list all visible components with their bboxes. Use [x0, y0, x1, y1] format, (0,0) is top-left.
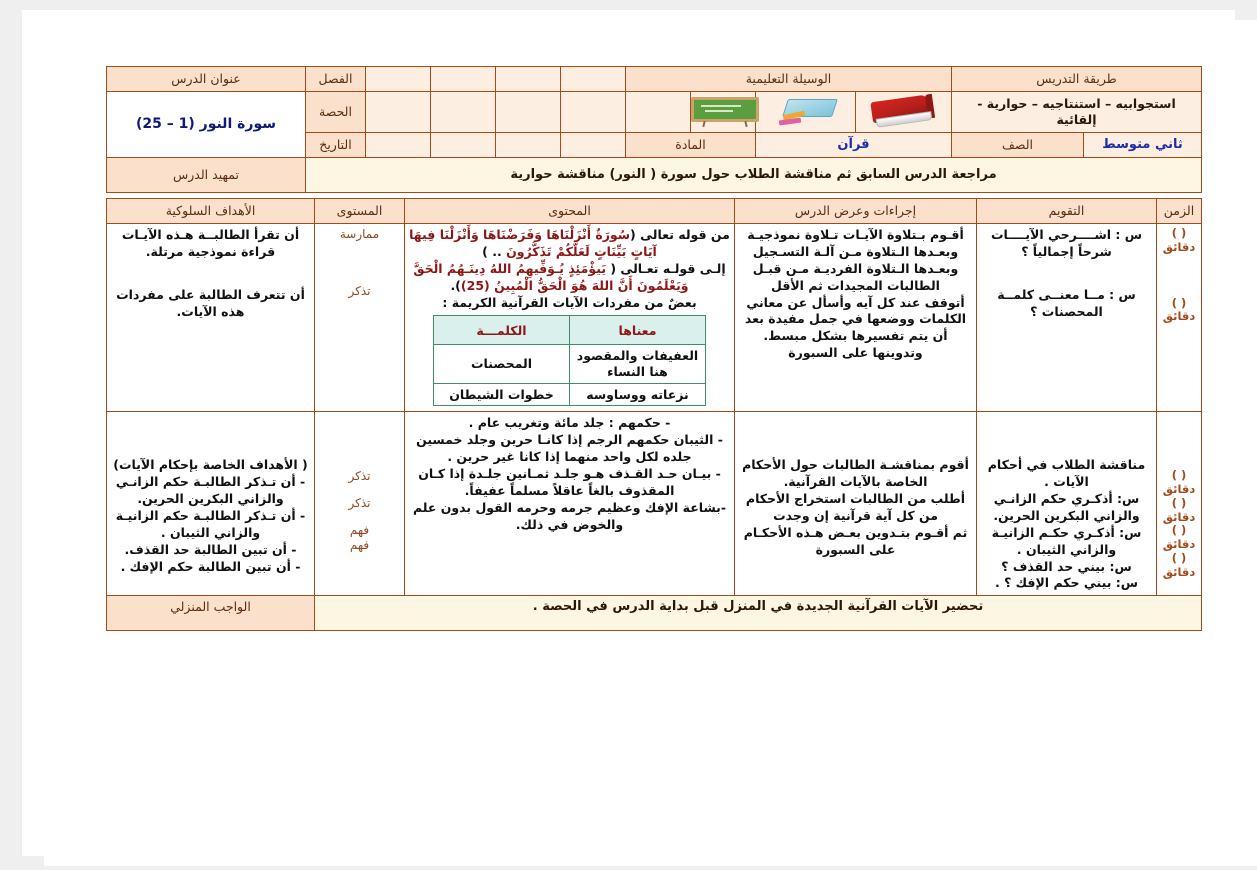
- header-row-2: [106, 92, 1201, 133]
- time2-unit-1: دقائق: [1162, 482, 1196, 497]
- time-unit-1: دقائق: [1162, 239, 1196, 254]
- header-blank-3: [430, 67, 495, 92]
- teaching-method-value: استجوابيه – استنتاجيه – حوارية - إلقائية: [951, 92, 1201, 133]
- level2-value-3: فهم: [349, 523, 370, 538]
- time-cell-row2: [1157, 412, 1202, 596]
- vocab-col-word: الكلمـــة: [434, 316, 570, 345]
- vocab-meaning-1: العفيفات والمقصود هنا النساء: [570, 345, 706, 383]
- header-blank-5: [560, 92, 625, 133]
- time2-value-4: ( ): [1171, 551, 1187, 566]
- time2-unit-3: دقائق: [1162, 537, 1196, 552]
- content2-line4: -بشاعة الإفك وعظيم جرمه وحرمه القول بدون علم والخوض في ذلك.: [412, 499, 727, 532]
- header-blank-1: [560, 67, 625, 92]
- evaluation-q2: س : مــا معنــى كلمــة المحصنات ؟: [997, 286, 1136, 319]
- header-blank-2: [495, 67, 560, 92]
- vocab-word-2: خطوات الشيطان: [434, 383, 570, 406]
- period-label: الحصة: [305, 92, 365, 133]
- teaching-aid-blank-cell: [625, 92, 690, 133]
- procedures-cell-row1: [735, 224, 977, 412]
- time2-value-3: ( ): [1171, 523, 1187, 538]
- teaching-method-label: طريقة التدريس: [951, 67, 1201, 92]
- document-sheet: [44, 20, 1257, 866]
- header-blank-8: [365, 92, 430, 133]
- level-value-1: ممارسة: [339, 227, 380, 241]
- header-row-1: [106, 67, 1201, 92]
- col-header-level: المستوى: [315, 199, 405, 224]
- teaching-aid-eraser-cell: [755, 92, 855, 133]
- lesson-title-value: سورة النور (1 – 25): [106, 92, 305, 158]
- grade-value: ثاني متوسط: [1084, 133, 1202, 158]
- evaluation-q1: س : اشــــرحي الآيــــات شرحاً إجمالياً ؟: [990, 227, 1143, 259]
- chalkboard-icon: [691, 92, 755, 132]
- objective2-4: - أن تبين الطالبة حكم الإفك .: [120, 558, 301, 574]
- homework-label: الواجب المنزلي: [107, 596, 315, 631]
- content-cell-row2: [405, 412, 735, 596]
- procedures2-p3: ثم أقـوم بتـدوين بعـض هـذه الأحكـام على السبورة: [743, 524, 968, 557]
- level2-value-1: تذكر: [348, 469, 371, 484]
- teaching-aid-board-cell: [690, 92, 755, 133]
- header-blank-10: [495, 133, 560, 158]
- content-vocab-intro: بعضٌ من مفردات الآيات القرآنية الكريمة :: [442, 294, 697, 310]
- main-header-row: [107, 199, 1202, 224]
- time-value-2: ( ): [1171, 295, 1187, 310]
- vocab-word-1: المحصنات: [434, 345, 570, 383]
- time-cell-row1: [1157, 224, 1202, 412]
- preface-text: مراجعة الدرس السابق ثم مناقشة الطلاب حول سورة ( النور) مناقشة حوارية: [305, 158, 1201, 193]
- lesson-header-table: [106, 66, 1202, 193]
- preface-label: تمهيد الدرس: [106, 158, 305, 193]
- level-cell-row2: [315, 412, 405, 596]
- col-header-content: المحتوى: [405, 199, 735, 224]
- objective2-2: - أن تـذكر الطالبـة حكم الزانيـة والزاني الثيبان .: [115, 507, 306, 540]
- content-to-line: [409, 261, 730, 295]
- vocab-meaning-2: نزعاته ووساوسه: [570, 383, 706, 406]
- procedures-p3: وتدوينها على السبورة: [788, 345, 923, 361]
- procedures2-p1: أقوم بمناقشـة الطالبات حول الأحكام الخاصة بالآيات القرآنية.: [742, 457, 969, 490]
- procedures-p1: أقـوم بـتلاوة الآيـات تـلاوة نموذجيـة وبعـدها الـتلاوة مـن آلـة التسـجيل وبعـدها الـتلاوة الفرديـة مـن قبـل الطالبات المجيدات ثم الأقل: [747, 227, 964, 293]
- vocab-header-row: [434, 316, 706, 345]
- objective2-3: - أن تبين الطالبة حد القذف.: [124, 541, 297, 557]
- header-blank-9: [560, 133, 625, 158]
- table-row: [107, 412, 1202, 596]
- preface-row: [106, 158, 1201, 193]
- level-value-2: تذكر: [348, 284, 371, 298]
- time2-unit-2: دقائق: [1162, 509, 1196, 524]
- content-intro-line: [409, 227, 730, 261]
- homework-text: تحضير الآيات القرآنية الجديدة في المنزل قبل بداية الدرس في الحصة .: [315, 596, 1202, 631]
- teaching-aid-label: الوسيلة التعليمية: [625, 67, 951, 92]
- grade-label: الصف: [951, 133, 1083, 158]
- col-header-objectives: الأهداف السلوكية: [107, 199, 315, 224]
- objectives-cell-row2: [107, 412, 315, 596]
- procedures-cell-row2: [735, 412, 977, 596]
- lesson-plan-document: [107, 66, 1202, 631]
- time-unit-2: دقائق: [1162, 309, 1196, 324]
- vocab-col-meaning: معناها: [570, 316, 706, 345]
- eraser-icon: [756, 92, 855, 132]
- content-end: ).: [450, 277, 461, 293]
- procedures2-p2: أطلب من الطالبات استخراج الأحكام من كل آية قرآنية إن وجدت: [745, 491, 966, 523]
- content2-line1: - حكمهم : جلد مائة وتغريب عام .: [468, 415, 671, 431]
- procedures-p2: أتوقف عند كل آيه وأسأل عن معاني الكلمات ووضعها في جمل مفيدة بعد أن يتم تفسيرها بشكل مبسط.: [744, 294, 967, 344]
- evaluation-cell-row1: [977, 224, 1157, 412]
- col-header-procedures: إجراءات وعرض الدرس: [735, 199, 977, 224]
- evaluation2-q3: س: بيني حد القذف ؟: [1001, 558, 1132, 574]
- lesson-body-table: [106, 198, 1202, 631]
- date-label: التاريخ: [305, 133, 365, 158]
- evaluation2-q1: س: أذكـري حكم الزانـي والزاني البكرين الحرين.: [993, 491, 1140, 523]
- evaluation2-line1: مناقشة الطلاب في أحكام الآيات .: [987, 457, 1146, 490]
- header-blank-7: [430, 92, 495, 133]
- objectives-cell-row1: [107, 224, 315, 412]
- content2-line2: - الثيبان حكمهم الرجم إذا كانـا حرين وجلد خمسين جلده لكل واحد منهما إذا كانا غير حرين .: [416, 432, 723, 464]
- content-cell-row1: [405, 224, 735, 412]
- objective2-1: - أن تـذكر الطالبـة حكم الزانـي والزاني البكرين الحرين.: [115, 474, 306, 506]
- teaching-aid-book-cell: [855, 92, 951, 133]
- table-row: [107, 224, 1202, 412]
- vocabulary-table: [433, 315, 706, 406]
- col-header-time: الزمن: [1157, 199, 1202, 224]
- col-header-evaluation: التقويم: [977, 199, 1157, 224]
- vocab-row: [434, 383, 706, 406]
- evaluation2-q2: س: أذكـري حكـم الزانيـة والزاني الثيبان .: [991, 524, 1142, 557]
- subject-label: المادة: [625, 133, 755, 158]
- homework-row: [107, 596, 1202, 631]
- level2-value-4: فهم: [349, 538, 370, 553]
- objectives2-title: ( الأهداف الخاصة بإحكام الآيات): [113, 457, 308, 473]
- book-icon: [856, 92, 951, 132]
- time2-unit-4: دقائق: [1162, 564, 1196, 579]
- evaluation-cell-row2: [977, 412, 1157, 596]
- content2-line3: - بيـان حـد القـذف هـو جلـد ثمـانين جلـدة إذا كـان المقذوف بالغاً عاقلاً مسلماً عفيفاً.: [418, 465, 721, 498]
- content-ayah-1: سُورَةٌ أَنْزَلْنَاهَا وَفَرَضْنَاهَا وَأَنْزَلْنَا فِيهَا آيَاتٍ بَيِّنَاتٍ لَعَلَّكُمْ تَذَكَّرُونَ: [409, 227, 657, 259]
- content-mid: .. ): [482, 243, 507, 259]
- header-blank-11: [430, 133, 495, 158]
- level-cell-row1: [315, 224, 405, 412]
- content-ayah-2: يَيؤْمَئِذٍ يُـوَفِّيهِمُ اللهُ دِينَـهُمُ الْحَقَّ وَيَعْلَمُونَ أَنَّ اللهَ هُوَ الْحَقُّ الْمُبِينُ (25): [413, 260, 689, 293]
- header-blank-6: [495, 92, 560, 133]
- subject-value: قرآن: [755, 133, 951, 158]
- evaluation2-q4: س: بيني حكم الإفك ؟ .: [994, 575, 1139, 591]
- vocab-row: [434, 345, 706, 383]
- lesson-title-label: عنوان الدرس: [106, 67, 305, 92]
- time-value-1: ( ): [1171, 226, 1187, 240]
- header-blank-4: [365, 67, 430, 92]
- objective-1: أن تقرأ الطالبــة هـذه الآيـات قراءة نموذجية مرتلة.: [121, 227, 300, 259]
- time2-value-1: ( ): [1171, 468, 1187, 483]
- level2-value-2: تذكر: [348, 496, 371, 511]
- class-label: الفصل: [305, 67, 365, 92]
- header-blank-12: [365, 133, 430, 158]
- objective-2: أن تتعرف الطالبة على مفردات هذه الآيات.: [116, 286, 305, 319]
- content-to: إلـى قولـه تعـالى (: [606, 260, 726, 276]
- content-intro: من قوله تعالى (: [630, 227, 730, 242]
- time2-value-2: ( ): [1171, 495, 1187, 510]
